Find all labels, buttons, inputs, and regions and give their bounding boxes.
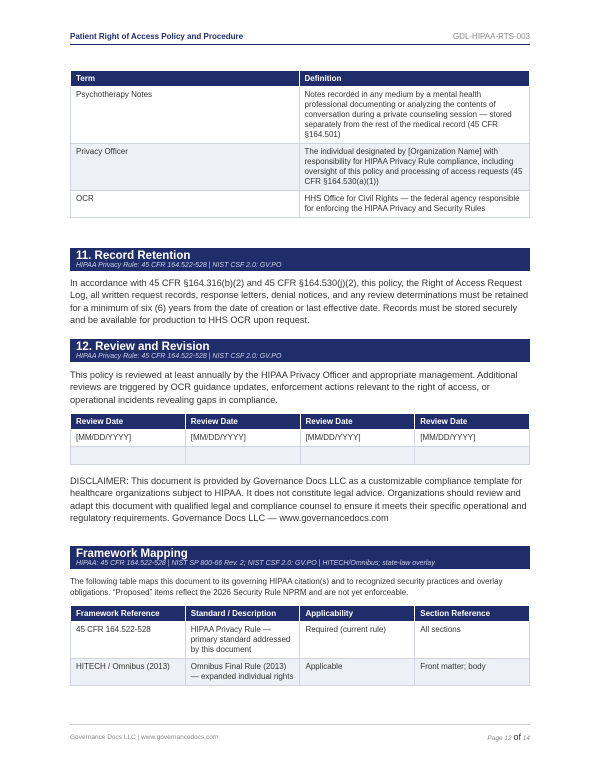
framework-heading: Framework Mapping [76, 548, 188, 560]
section-reference-cell: All sections [415, 622, 530, 659]
column-header: Framework Reference [71, 606, 186, 622]
table-row [71, 622, 530, 659]
column-header: Section Reference [415, 606, 530, 622]
section-12-heading: 12. Review and Revision [76, 341, 210, 353]
review-date-cell: [MM/DD/YYYY] [185, 430, 300, 447]
footer-company: Governance Docs LLC | www.governancedocs.com [70, 734, 219, 741]
table-row [71, 144, 530, 191]
column-header: Review Date [300, 414, 415, 430]
section-11-subheading: HIPAA Privacy Rule: 45 CFR 164.522-528 | NIST CSF 2.0: GV.PO [76, 262, 282, 269]
page-label: Page [487, 735, 503, 742]
standard-description-cell: HIPAA Privacy Rule — primary standard addressed by this document [185, 622, 300, 659]
section-11-heading: 11. Record Retention [76, 250, 191, 262]
framework-intro: The following table maps this document to its governing HIPAA citation(s) and to recognized security practices and overlay obligations. “Proposed” items reflect the 2026 Security Rule NPRM and are not yet enforceable. [70, 577, 503, 597]
applicability-cell: Required (current rule) [300, 622, 415, 659]
terms-table [70, 70, 530, 218]
document-title: Patient Right of Access Policy and Procedure [70, 32, 244, 41]
review-date-cell: [MM/DD/YYYY] [300, 430, 415, 447]
framework-header [70, 546, 530, 569]
applicability-cell: Applicable [300, 659, 415, 686]
table-row [71, 191, 530, 218]
current-page: 12 [504, 735, 512, 742]
definition-cell: HHS Office for Civil Rights — the federal agency responsible for enforcing the HIPAA Privacy and Security Rules [299, 191, 530, 218]
table-row [71, 447, 530, 465]
term-cell: Psychotherapy Notes [71, 87, 300, 144]
review-date-cell: [MM/DD/YYYY] [71, 430, 186, 447]
page-header [70, 30, 530, 45]
framework-table [70, 605, 530, 686]
table-header-row [71, 71, 530, 87]
table-row [71, 430, 530, 447]
section-11-body: In accordance with 45 CFR §164.316(b)(2) and 45 CFR §164.530(j)(2), this policy, the Right of Access Request Log, all written request records, response letters, denial notices, and any review determinations must be retained for a minimum of six (6) years from the date of creation or last effective date. Records must be stored securely and be available for production to HHS OCR upon request. [70, 278, 529, 326]
section-12-header [70, 339, 530, 362]
document-code: GDL-HIPAA-RTS-003 [452, 32, 530, 41]
framework-reference-cell: HITECH / Omnibus (2013) [71, 659, 186, 686]
table-header-row [71, 606, 530, 622]
page-footer [70, 724, 530, 745]
standard-description-cell: Omnibus Final Rule (2013) — expanded individual rights [185, 659, 300, 686]
section-12-body: This policy is reviewed at least annually by the HIPAA Privacy Officer and appropriate management. Additional reviews are triggered by OCR guidance updates, enforcement actions relevant to the right of access, or operational incidents revealing gaps in compliance. [70, 370, 518, 405]
disclaimer: DISCLAIMER: This document is provided by Governance Docs LLC as a customizable compliance template for healthcare organizations subject to HIPAA. It does not constitute legal advice. Organizations should review and adapt this document with qualified legal and compliance counsel to ensure it meets their specific operational and regulatory requirements. Governance Docs LLC — www.governancedocs.com [70, 476, 527, 524]
column-header: Standard / Description [185, 606, 300, 622]
definition-cell: The individual designated by [Organization Name] with responsibility for HIPAA Privacy Rule compliance, including oversight of this policy and processing of access requests (45 CFR §164.530(a)(1)) [299, 144, 530, 191]
review-date-cell [185, 447, 300, 465]
review-date-cell [415, 447, 530, 465]
column-header: Review Date [185, 414, 300, 430]
review-date-cell [300, 447, 415, 465]
review-table [70, 413, 530, 465]
section-reference-cell: Front matter; body [415, 659, 530, 686]
table-row [71, 87, 530, 144]
table-header-row [71, 414, 530, 430]
term-cell: OCR [71, 191, 300, 218]
page-of: of [513, 732, 521, 742]
section-11-header [70, 248, 530, 271]
definition-cell: Notes recorded in any medium by a mental health professional documenting or analyzing the contents of conversation during a private counseling session — stored separately from the rest of the medical record (45 CFR §164.501) [299, 87, 530, 144]
section-12-subheading: HIPAA Privacy Rule: 45 CFR 164.522-528 | NIST CSF 2.0: GV.PO [76, 353, 282, 360]
column-header: Term [71, 71, 300, 87]
page-number [487, 732, 530, 742]
framework-subheading: HIPAA: 45 CFR 164.522-528 | NIST SP 800-66 Rev. 2; NIST CSF 2.0: GV.PO | HITECH/Omnibus; state-law overlay [76, 560, 435, 567]
term-cell: Privacy Officer [71, 144, 300, 191]
framework-reference-cell: 45 CFR 164.522-528 [71, 622, 186, 659]
table-row [71, 659, 530, 686]
column-header: Review Date [415, 414, 530, 430]
total-pages: 14 [522, 735, 530, 742]
review-date-cell [71, 447, 186, 465]
column-header: Applicability [300, 606, 415, 622]
column-header: Definition [299, 71, 530, 87]
review-date-cell: [MM/DD/YYYY] [415, 430, 530, 447]
column-header: Review Date [71, 414, 186, 430]
